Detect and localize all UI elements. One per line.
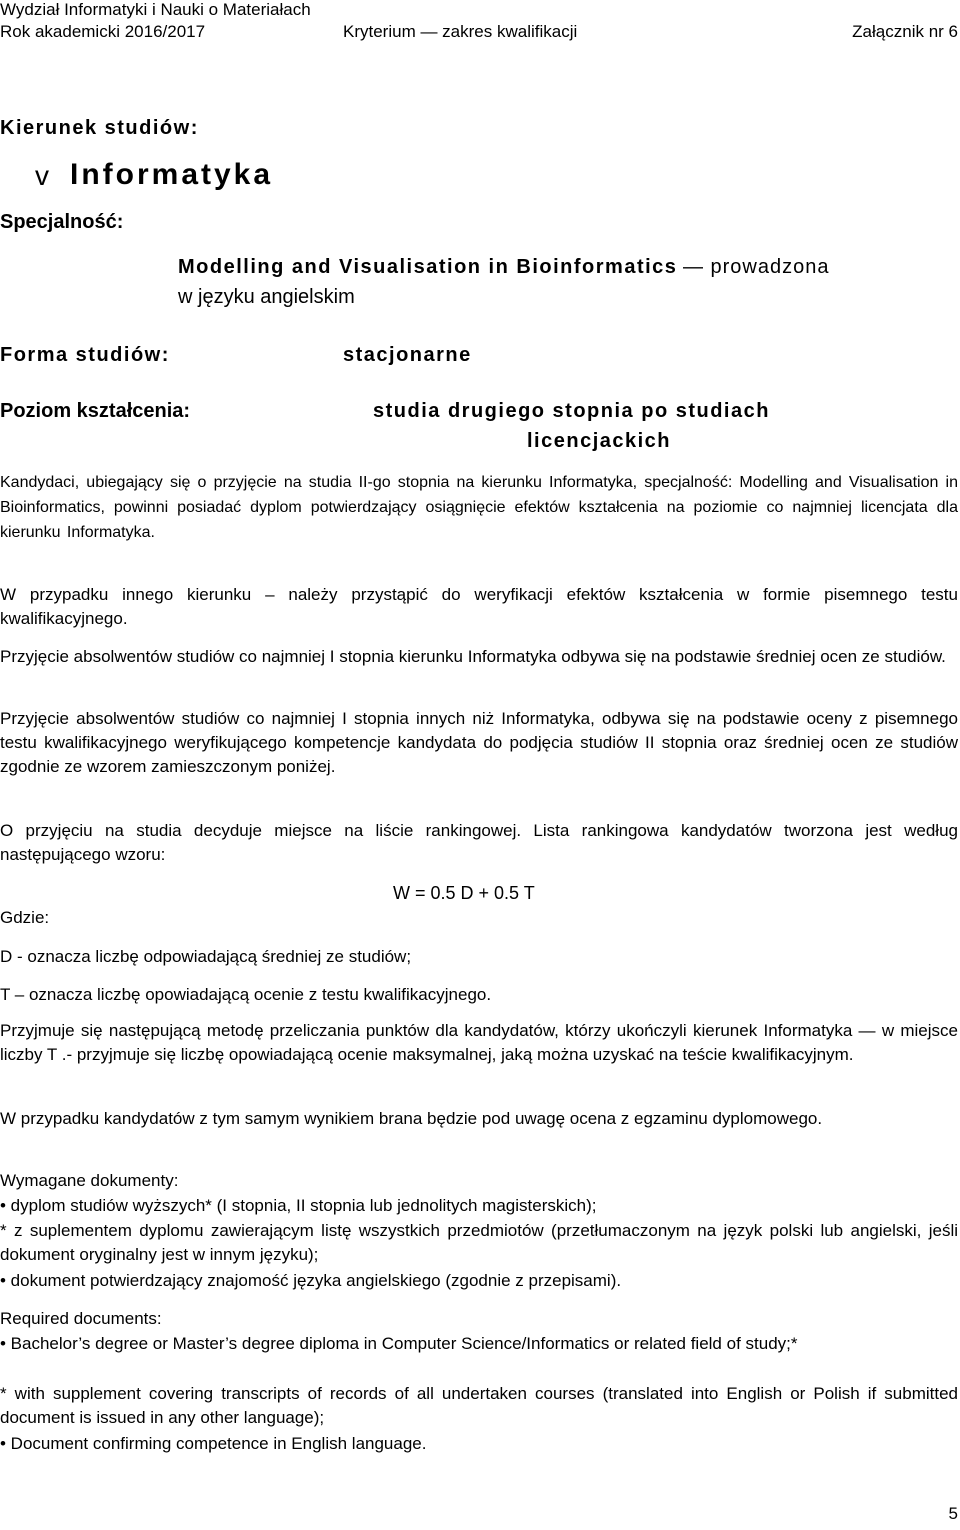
paragraph-ranking: O przyjęciu na studia decyduje miejsce na liście rankingowej. Lista rankingowa kandydatów tworzona jest według następującego wzoru: bbox=[0, 821, 958, 864]
definition-d: D - oznacza liczbę odpowiadającą średniej ze studiów; bbox=[0, 947, 412, 966]
education-level-value-cont: licencjackich bbox=[527, 430, 672, 452]
paragraph-other-field: W przypadku innego kierunku – należy przystąpić do weryfikacji efektów kształcenia w formie pisemnego testu kwalifikacyjnego. bbox=[0, 585, 958, 628]
documents-heading-pl: Wymagane dokumenty: bbox=[0, 1171, 179, 1190]
criterion-title: Kryterium — zakres kwalifikacji bbox=[343, 22, 578, 41]
paragraph-conversion: Przyjmuje się następującą metodę przeliczania punktów dla kandydatów, którzy ukończyli kierunek Informatyka — w miejsce liczby T .- przyjmuje się liczbę opowiadającą ocenie maksymalnej, jaką można uzyskać na teście kwalifikacyjnym. bbox=[0, 1021, 958, 1064]
document-item-pl-1: • dyplom studiów wyższych* (I stopnia, II stopnia lub jednolitych magisterskich); bbox=[0, 1196, 597, 1215]
study-form-label: Forma studiów: bbox=[0, 344, 170, 366]
document-item-en-1: • Bachelor’s degree or Master’s degree diploma in Computer Science/Informatics or related field of study;* bbox=[0, 1334, 798, 1353]
field-label: Kierunek studiów: bbox=[0, 117, 199, 139]
document-item-pl-3: • dokument potwierdzający znajomość języka angielskiego (zgodnie z przepisami). bbox=[0, 1271, 622, 1290]
specialty-suffix: — prowadzona bbox=[682, 256, 830, 278]
document-item-en-3: • Document confirming competence in English language. bbox=[0, 1434, 427, 1453]
faculty-name: Wydział Informatyki i Nauki o Materiałach bbox=[0, 0, 311, 19]
specialty-line bbox=[178, 256, 958, 279]
documents-heading-en: Required documents: bbox=[0, 1309, 162, 1328]
specialty-label: Specjalność: bbox=[0, 211, 124, 233]
document-item-en-2: * with supplement covering transcripts of records of all undertaken courses (translated into English or Polish if submitted document is issued in any other language); bbox=[0, 1384, 958, 1427]
field-value: Informatyka bbox=[70, 158, 274, 191]
appendix-label: Załącznik nr 6 bbox=[852, 22, 958, 41]
specialty-language: w języku angielskim bbox=[178, 286, 355, 308]
paragraph-other-admission: Przyjęcie absolwentów studiów co najmniej I stopnia innych niż Informatyka, odbywa się na podstawie oceny z pisemnego testu kwalifikacyjnego weryfikującego kompetencje kandydata do podjęcia studiów II stopnia oraz średniej ocen ze studiów zgodnie ze wzorem zamieszczonym poniżej. bbox=[0, 709, 958, 776]
education-level-value: studia drugiego stopnia po studiach bbox=[373, 400, 770, 422]
page-number: 5 bbox=[948, 1504, 958, 1523]
education-level-label: Poziom kształcenia: bbox=[0, 400, 191, 422]
specialty-value: Modelling and Visualisation in Bioinformatics bbox=[178, 256, 678, 278]
academic-year: Rok akademicki 2016/2017 bbox=[0, 22, 206, 41]
paragraph-tie-break: W przypadku kandydatów z tym samym wynikiem brana będzie pod uwagę ocena z egzaminu dyplomowego. bbox=[0, 1109, 823, 1128]
paragraph-eligibility: Kandydaci, ubiegający się o przyjęcie na studia II-go stopnia na kierunku Informatyka, specjalność: Modelling and Visualisation in Bioinformatics, powinni posiadać dyplom potwierdzający osiągnięcie efektów kształcenia na poziomie co najmniej licencjata dla kierunku Informatyka. bbox=[0, 474, 958, 541]
field-bullet: v bbox=[35, 160, 49, 191]
where-label: Gdzie: bbox=[0, 908, 50, 927]
definition-t: T – oznacza liczbę opowiadającą ocenie z testu kwalifikacyjnego. bbox=[0, 985, 492, 1004]
study-form-value: stacjonarne bbox=[343, 344, 472, 366]
paragraph-informatics-admission: Przyjęcie absolwentów studiów co najmniej I stopnia kierunku Informatyka odbywa się na podstawie średniej ocen ze studiów. bbox=[0, 647, 946, 666]
document-item-pl-2: * z suplementem dyplomu zawierającym listę wszystkich przedmiotów (przetłumaczonym na język polski lub angielski, jeśli dokument oryginalny jest w innym języku); bbox=[0, 1221, 958, 1264]
ranking-formula: W = 0.5 D + 0.5 T bbox=[393, 883, 535, 903]
